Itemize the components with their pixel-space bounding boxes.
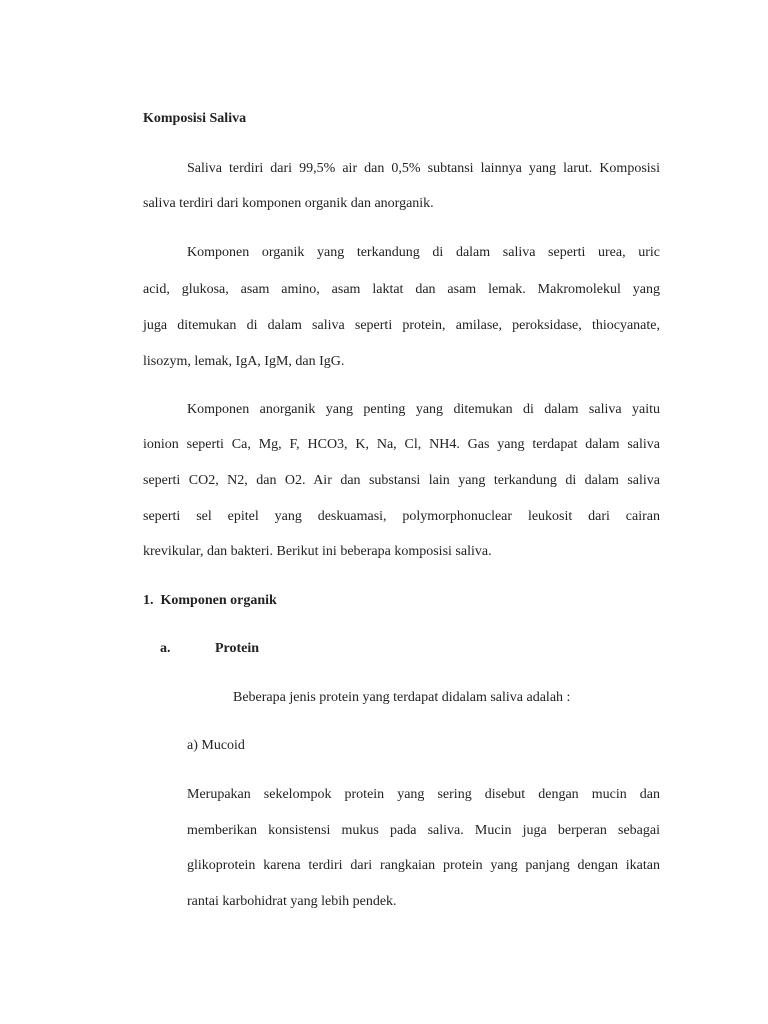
text-line: seperti CO2, N2, dan O2. Air dan substansi lain yang terkandung di dalam saliva (143, 473, 660, 488)
text-line: Saliva terdiri dari 99,5% air dan 0,5% subtansi lainnya yang larut. Komposisi (187, 161, 660, 176)
list-item-mucoid: a) Mucoid (187, 738, 245, 753)
text-line: glikoprotein karena terdiri dari rangkaian protein yang panjang dengan ikatan (187, 858, 660, 873)
text-line: Komponen anorganik yang penting yang ditemukan di dalam saliva yaitu (187, 402, 660, 417)
heading-title: Komposisi Saliva (143, 111, 247, 126)
text-line: lisozym, lemak, IgA, IgM, dan IgG. (143, 354, 345, 369)
text-line: acid, glukosa, asam amino, asam laktat dan asam lemak. Makromolekul yang (143, 282, 660, 297)
text-line: juga ditemukan di dalam saliva seperti protein, amilase, peroksidase, thiocyanate, (143, 318, 660, 333)
section-number: 1. (143, 593, 154, 608)
text-line: rantai karbohidrat yang lebih pendek. (187, 894, 397, 909)
text-line: saliva terdiri dari komponen organik dan anorganik. (143, 196, 434, 211)
section-heading-1 (143, 592, 277, 610)
text-line: seperti sel epitel yang deskuamasi, polymorphonuclear leukosit dari cairan (143, 509, 660, 524)
intro-text: Beberapa jenis protein yang terdapat didalam saliva adalah : (233, 690, 571, 705)
subsection-label: Protein (215, 641, 260, 656)
text-line: krevikular, dan bakteri. Berikut ini beberapa komposisi saliva. (143, 544, 492, 559)
text-line: ionion seperti Ca, Mg, F, HCO3, K, Na, Cl, NH4. Gas yang terdapat dalam saliva (143, 437, 660, 452)
section-label: Komponen organik (160, 593, 277, 608)
text-line: memberikan konsistensi mukus pada saliva. Mucin juga berperan sebagai (187, 823, 660, 838)
subsection-heading-a (160, 640, 171, 658)
text-line: Merupakan sekelompok protein yang sering disebut dengan mucin dan (187, 787, 660, 802)
text-line: Komponen organik yang terkandung di dalam saliva seperti urea, uric (187, 245, 660, 260)
subsection-letter: a. (160, 641, 171, 656)
